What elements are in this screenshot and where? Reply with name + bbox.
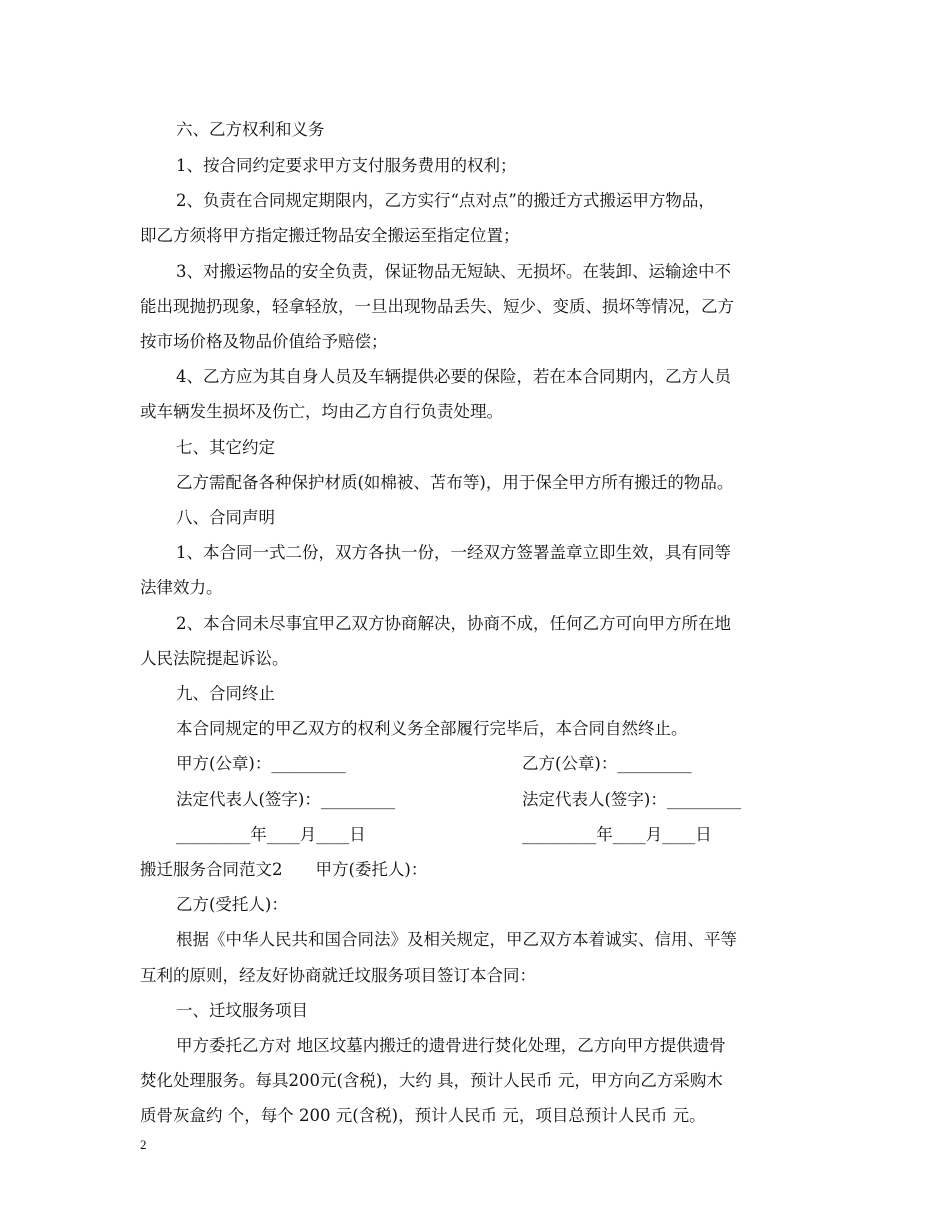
section-heading: 一、迁坟服务项目 [176,1001,308,1020]
page-number: 2 [140,1137,147,1152]
paragraph-line: 按市场价格及物品价值给予赔偿； [140,332,388,351]
party-a-date-field: _________年____月____日 [176,825,366,844]
section-heading: 七、其它约定 [176,438,275,457]
section-heading: 六、乙方权利和义务 [176,120,325,139]
paragraph-line: 1、按合同约定要求甲方支付服务费用的权利； [176,156,517,175]
paragraph-line: 即乙方须将甲方指定搬迁物品安全搬运至指定位置； [140,226,520,245]
paragraph-line: 1、本合同一式二份，双方各执一份，一经双方签署盖章立即生效，具有同等 [176,543,731,562]
section-heading: 九、合同终止 [176,684,275,703]
paragraph-line: 3、对搬运物品的安全负责，保证物品无短缺、无损坏。在装卸、运输途中不 [176,262,731,281]
party-b-rep-field: 法定代表人(签字)：_________ [522,790,742,809]
paragraph-line: 能出现抛扔现象，轻拿轻放，一旦出现物品丢失、短少、变质、损坏等情况，乙方 [140,297,734,316]
paragraph-line: 乙方(受托人)： [176,895,288,914]
paragraph-line: 2、本合同未尽事宜甲乙双方协商解决，协商不成，任何乙方可向甲方所在地 [176,614,731,633]
paragraph-line: 质骨灰盒约 个，每个 200 元(含税)，预计人民币 元，项目总预计人民币 元。 [140,1106,706,1125]
party-b-seal-field: 乙方(公章)：_________ [522,754,692,773]
party-a-rep-field: 法定代表人(签字)：_________ [176,790,396,809]
paragraph-line: 或车辆发生损坏及伤亡，均由乙方自行负责处理。 [140,402,503,421]
paragraph-line: 乙方需配备各种保护材质(如棉被、苫布等)，用于保全甲方所有搬迁的物品。 [176,473,734,492]
paragraph-line: 互利的原则，经友好协商就迁坟服务项目签订本合同： [140,966,536,985]
paragraph-line: 根据《中华人民共和国合同法》及相关规定，甲乙双方本着诚实、信用、平等 [176,930,737,949]
section-heading: 八、合同声明 [176,508,275,527]
paragraph-line: 本合同规定的甲乙双方的权利义务全部履行完毕后，本合同自然终止。 [176,719,688,738]
contract-title-line: 搬迁服务合同范文2 甲方(委托人)： [140,860,428,879]
paragraph-line: 人民法院提起诉讼。 [140,649,289,668]
party-b-date-field: _________年____月____日 [522,825,712,844]
party-a-seal-field: 甲方(公章)：_________ [176,754,346,773]
paragraph-line: 焚化处理服务。每具200元(含税)，大约 具，预计人民币 元，甲方向乙方采购木 [140,1071,723,1090]
paragraph-line: 甲方委托乙方对 地区坟墓内搬迁的遗骨进行焚化处理，乙方向甲方提供遗骨 [176,1036,726,1055]
paragraph-line: 2、负责在合同规定期限内，乙方实行“点对点”的搬迁方式搬运甲方物品， [176,191,715,210]
paragraph-line: 法律效力。 [140,578,223,597]
paragraph-line: 4、乙方应为其自身人员及车辆提供必要的保险，若在本合同期内，乙方人员 [176,367,731,386]
